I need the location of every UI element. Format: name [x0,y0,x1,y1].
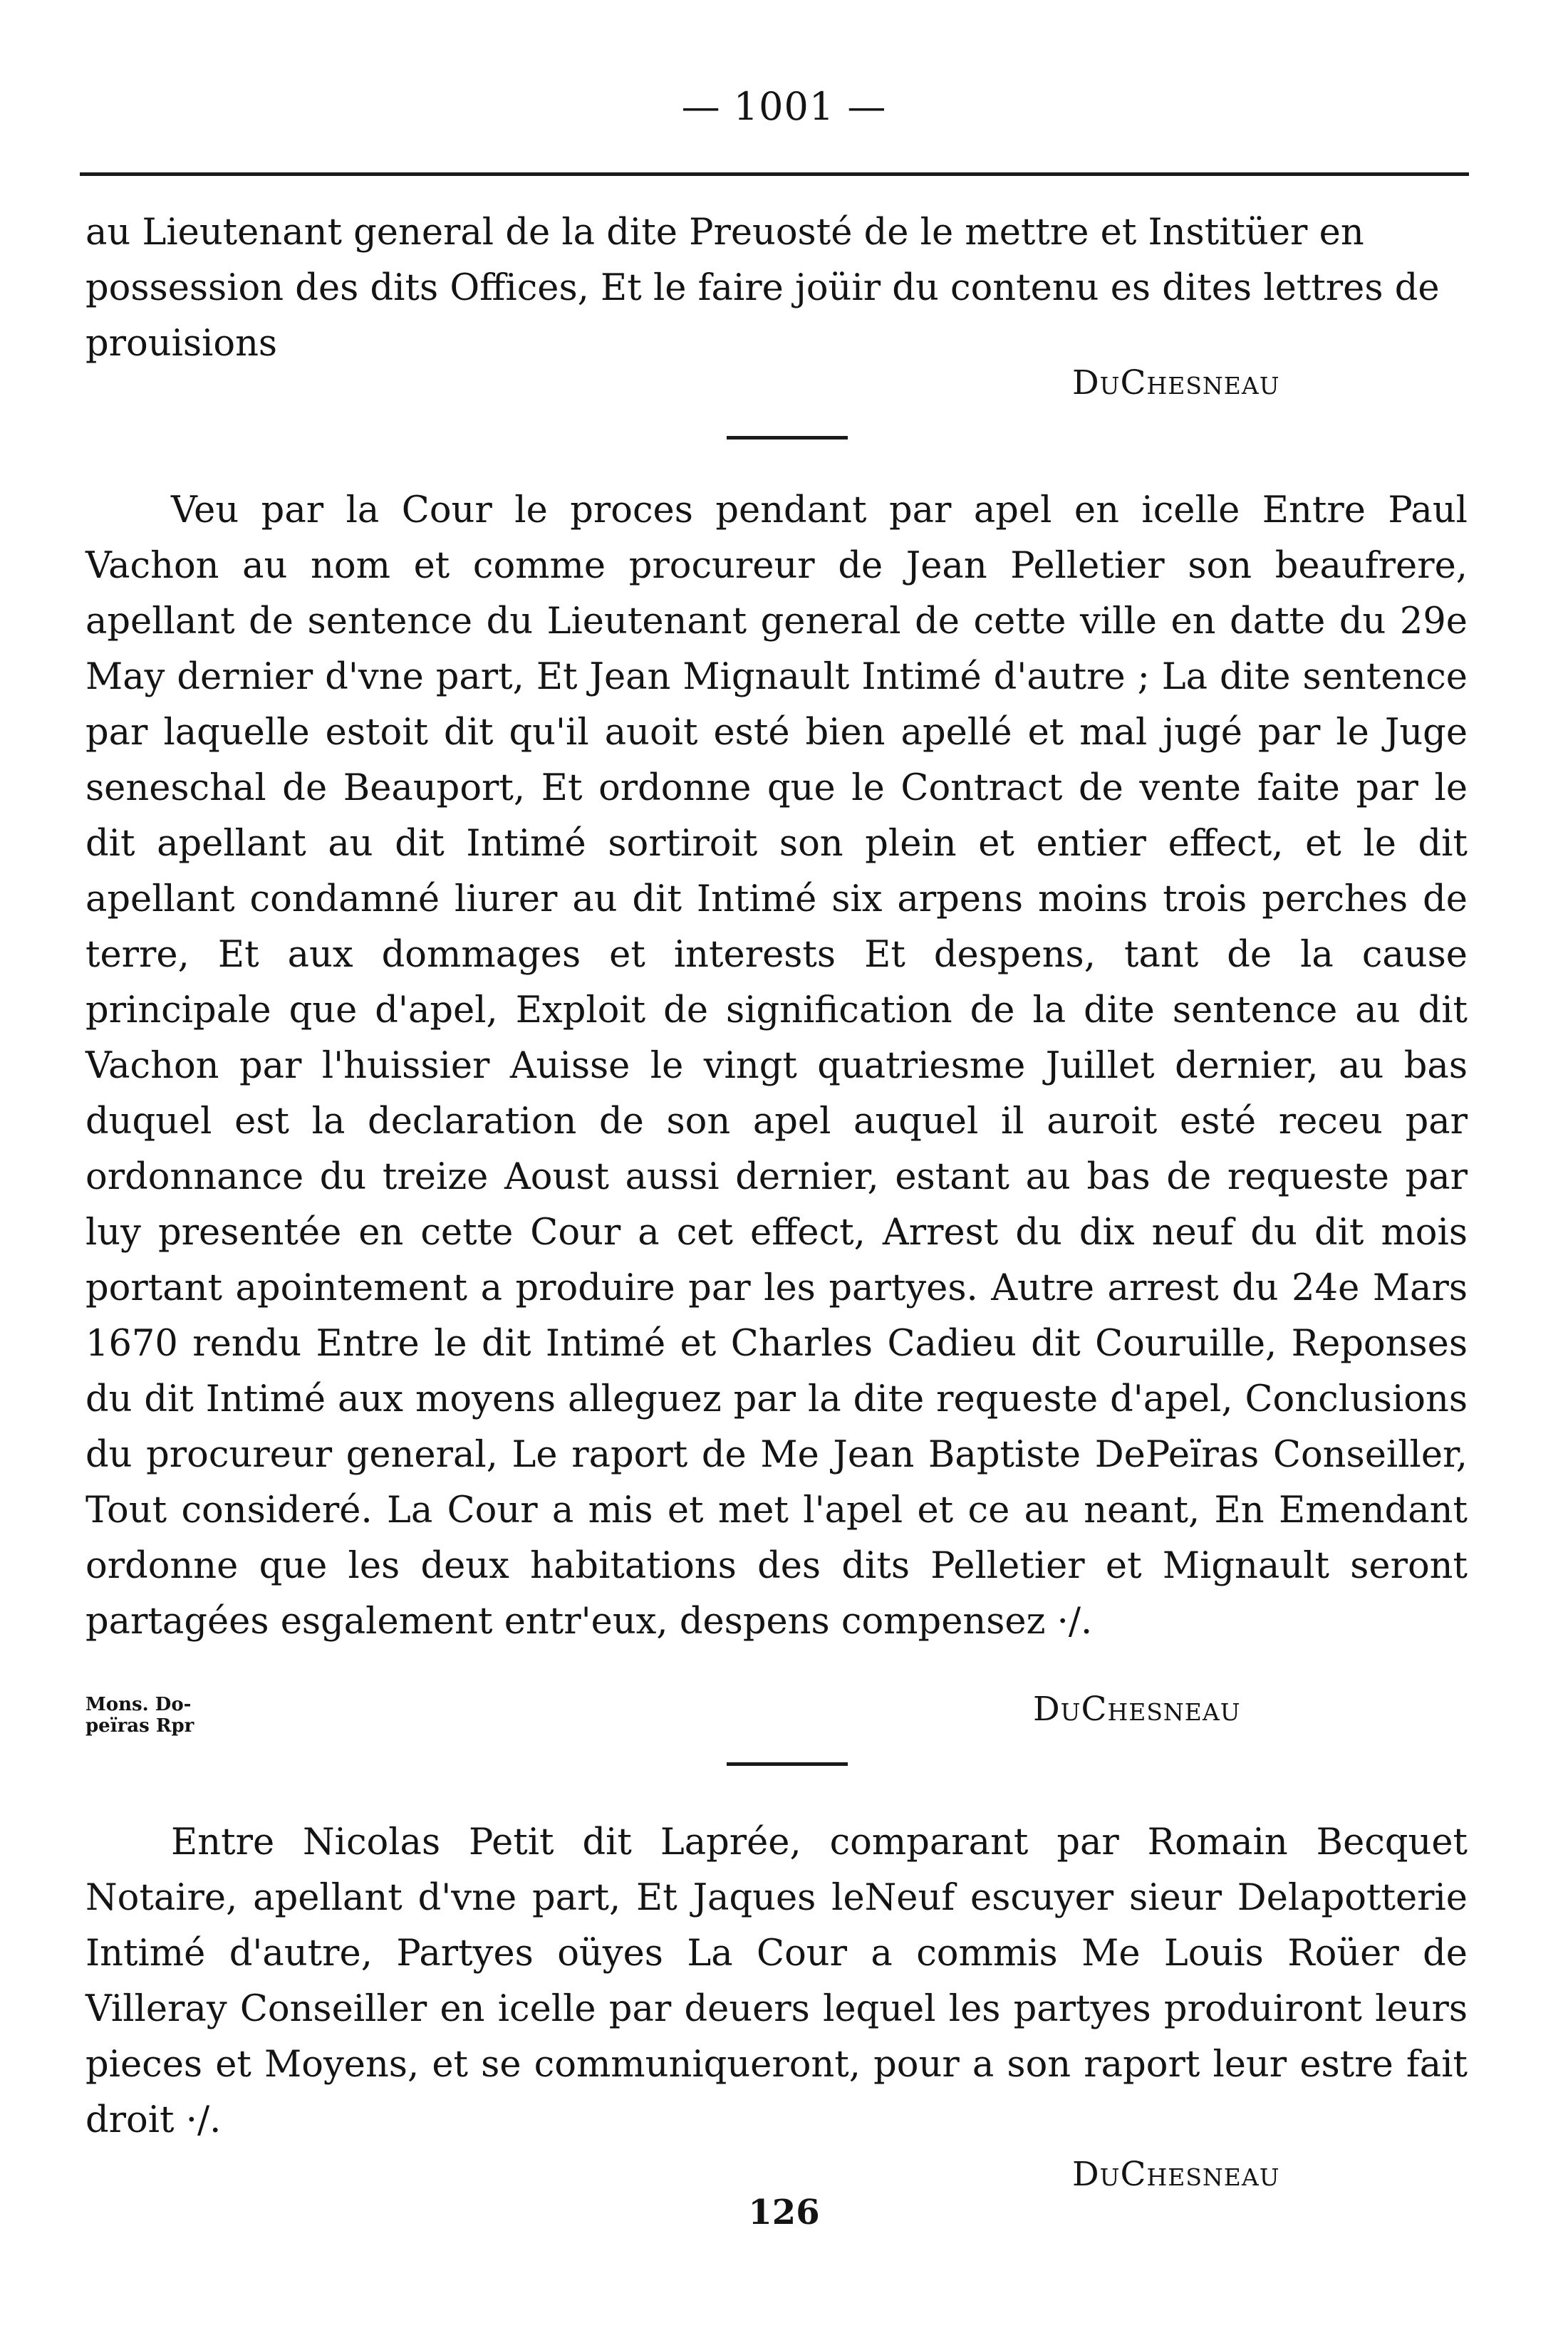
entry-2-text: Veu par la Cour le proces pendant par apel en icelle Entre Paul Vachon au nom et comme procureur de Jean Pelletier son beaufrere, apellant de sentence du Lieutenant general de cette ville en datte du 29e May dernier d'vne part, Et Jean Mignault Intimé d'autre ; La dite sentence par laquelle estoit dit qu'il auoit esté bien apellé et mal jugé par le Juge seneschal de Beauport, Et ordonne que le Contract de vente faite par le dit apellant au dit Intimé sortiroit son plein et entier effect, et le dit apellant condamné liurer au dit Intimé six arpens moins trois perches de terre, Et aux dommages et interests Et despens, tant de la cause principale que d'apel, Exploit de signification de la dite sentence au dit Vachon par l'huissier Auisse le vingt quatriesme Juillet dernier, au bas duquel est la declaration de son apel auquel il auroit esté receu par ordonnance du treize Aoust aussi dernier, estant au bas de requeste par luy presentée en cette Cour a cet effect, Arrest du dix neuf du dit mois portant apointement a produire par les partyes. Autre arrest du 24e Mars 1670 rendu Entre le dit Intimé et Charles Cadieu dit Couruille, Reponses du dit Intimé aux moyens alleguez par la dite requeste d'apel, Conclusions du procureur general, Le raport de Me Jean Baptiste DePeïras Conseiller, Tout consideré. La Cour a mis et met l'apel et ce au neant, En Emendant ordonne que les deux habitations des dits Pelletier et Mignault seront partagées esgalement entr'eux, despens compensez ·/. [85,489,1468,1643]
page-number: — 1001 — [681,84,887,129]
entry-1-text-block [85,205,1468,372]
entry-2-text-block [85,483,1468,1650]
separator-1 [727,436,848,440]
entry-2-signature: DuChesneau [1033,1690,1241,1729]
signature-number: 126 [748,2193,820,2232]
header-rule [80,172,1469,176]
entry-3-text-block [85,1815,1468,2148]
entry-3-text: Entre Nicolas Petit dit Laprée, comparant par Romain Becquet Notaire, apellant d'vne part, Et Jaques leNeuf escuyer sieur Delapotterie Intimé d'autre, Partyes oüyes La Cour a commis Me Louis Roüer de Villeray Conseiller en icelle par deuers lequel les partyes produiront leurs pieces et Moyens, et se communiqueront, pour a son raport leur estre fait droit ·/. [85,1821,1468,2141]
entry-1-signature: DuChesneau [1072,363,1280,402]
separator-2 [727,1762,848,1766]
entry-1-text: au Lieutenant general de la dite Preuosté de le mettre et Institüer en possession des dits Offices, Et le faire joüir du contenu es dites lettres de prouisions [85,212,1440,365]
entry-3-signature: DuChesneau [1072,2155,1280,2194]
entry-2-margin-note: Mons. Do- peïras Rpr [85,1694,194,1737]
